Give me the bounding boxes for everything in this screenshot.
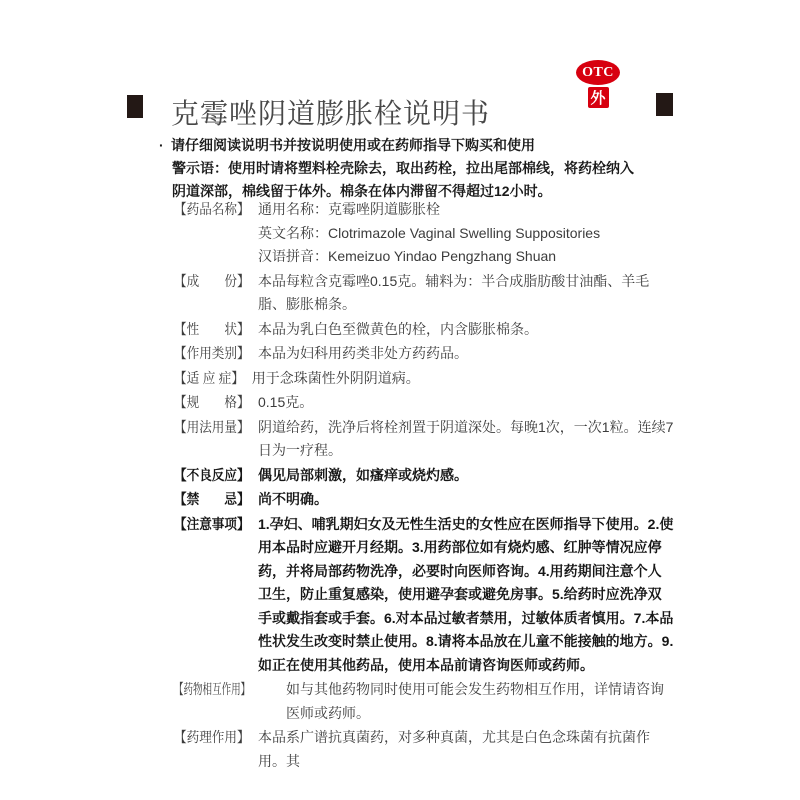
section-row-precautions: [174, 513, 674, 678]
registration-mark-right-icon: [656, 93, 673, 116]
notice-block: [159, 134, 651, 203]
page-title: 克霉唑阴道膨胀栓说明书: [171, 98, 491, 129]
section-label: 【药物相互作用】: [174, 681, 251, 697]
notice-warning-text: 警示语：使用时请将塑料栓壳除去，取出药栓，拉出尾部棉线，将药栓纳入阴道深部，棉线留于体外。棉条在体内滞留不得超过12小时。: [172, 160, 634, 199]
otc-oval-icon: [576, 60, 620, 85]
section-label: 【药理作用】: [174, 729, 250, 745]
section-row-description: [174, 318, 674, 342]
bullet-icon: ·: [159, 137, 164, 153]
section-label: 【适 应 症】: [174, 369, 245, 386]
section-content: 尚不明确。: [258, 491, 328, 507]
section-row-pharmacology: [174, 726, 674, 773]
section-content: 偶见局部刺激，如瘙痒或烧灼感。: [258, 466, 468, 483]
section-row-category: [174, 342, 674, 366]
section-label: 【药品名称】: [174, 201, 250, 217]
section-content: 用于念珠菌性外阴阴道病。: [251, 369, 420, 386]
section-label: 【规 格】: [174, 394, 250, 410]
section-row-drug-interactions: [174, 678, 674, 725]
otc-label: OTC: [582, 64, 614, 80]
section-label: 【注意事项】: [174, 515, 250, 532]
section-row-indications: [174, 367, 674, 391]
section-content: [258, 198, 674, 269]
sections-list: [174, 198, 674, 774]
section-content: 本品为乳白色至微黄色的栓，内含膨胀棉条。: [258, 320, 538, 337]
otc-logo: [574, 60, 622, 108]
otc-type-char: 外: [590, 90, 606, 107]
section-label: 【禁 忌】: [174, 491, 250, 507]
section-content: 本品每粒含克霉唑0.15克。辅料为：半合成脂肪酸甘油酯、羊毛脂、膨胀棉条。: [258, 272, 650, 312]
section-content: 本品系广谱抗真菌药，对多种真菌，尤其是白色念珠菌有抗菌作用。其: [258, 729, 650, 769]
pinyin-name-line: 汉语拼音：Kemeizuo Yindao Pengzhang Shuan: [258, 248, 557, 264]
notice-intro-line: [159, 134, 651, 157]
section-label: 【作用类别】: [174, 345, 250, 361]
section-row-strength: [174, 391, 674, 415]
registration-mark-left-icon: [127, 95, 143, 118]
section-label: 【不良反应】: [174, 466, 250, 483]
section-content: 阴道给药，洗净后将栓剂置于阴道深处。每晚1次，一次1粒。连续7日为一疗程。: [258, 418, 674, 458]
otc-external-badge-icon: [588, 87, 609, 108]
section-label: 【成 份】: [174, 272, 250, 289]
section-row-adverse-reactions: [174, 464, 674, 488]
section-label: 【性 状】: [174, 320, 250, 337]
notice-intro-text: 请仔细阅读说明书并按说明使用或在药师指导下购买和使用: [171, 137, 535, 153]
section-row-drug-name: [174, 198, 674, 269]
section-row-contraindications: [174, 488, 674, 512]
section-row-ingredients: [174, 270, 674, 317]
section-label: 【用法用量】: [174, 418, 250, 435]
section-content: 如与其他药物同时使用可能会发生药物相互作用，详情请咨询医师或药师。: [286, 681, 664, 721]
section-row-dosage: [174, 416, 674, 463]
section-content: 1.孕妇、哺乳期妇女及无性生活史的女性应在医师指导下使用。2.使用本品时应避开月经期。3.用药部位如有烧灼感、红肿等情况应停药，并将局部药物洗净，必要时向医师咨询。4.用药期间注意个人卫生，防止重复感染，使用避孕套或避免房事。5.给药时应洗净双手或戴指套或手套。6.对本品过敏者禁用，过敏体质者慎用。7.本品性状发生改变时禁止使用。8.请将本品放在儿童不能接触的地方。9.如正在使用其他药品，使用本品前请咨询医师或药师。: [258, 515, 674, 673]
section-content: 本品为妇科用药类非处方药药品。: [258, 345, 468, 361]
english-name-line: 英文名称：Clotrimazole Vaginal Swelling Suppositories: [258, 224, 601, 241]
section-content: 0.15克。: [258, 394, 314, 410]
generic-name-line: 通用名称：克霉唑阴道膨胀栓: [258, 201, 440, 217]
